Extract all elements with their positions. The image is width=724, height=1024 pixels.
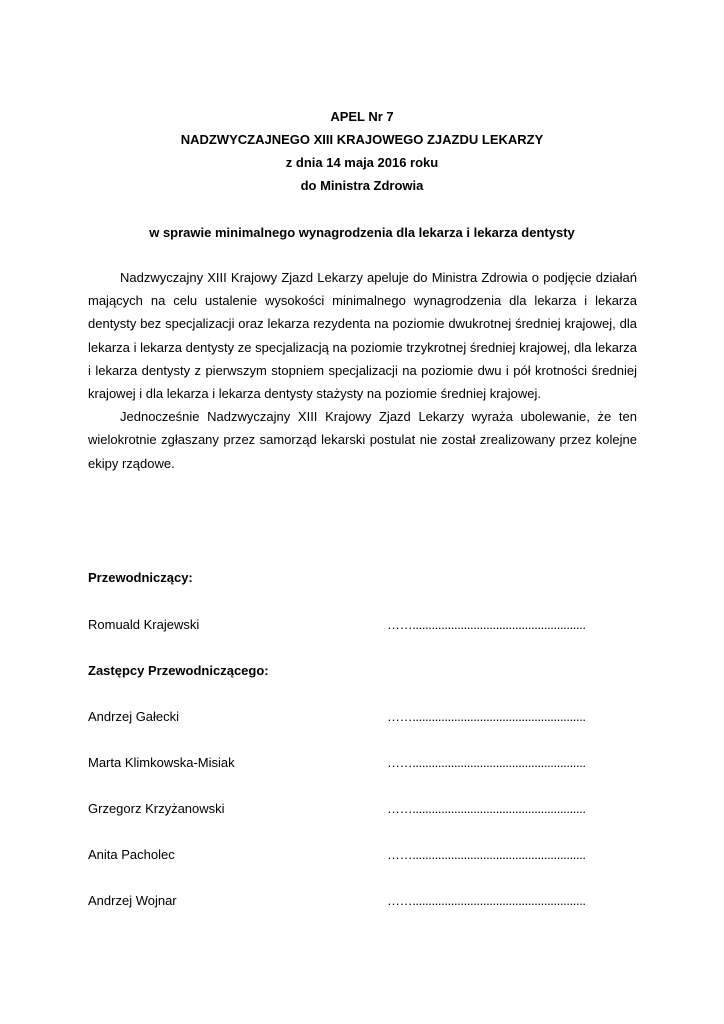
body-paragraph-2: Jednocześnie Nadzwyczajny XIII Krajowy Zjazd Lekarzy wyraża ubolewanie, że ten wielokrotnie zgłaszany przez samorząd lekarski postulat nie został zrealizowany przez kolejne ekipy rządowe. [88, 409, 637, 471]
appeal-number: APEL Nr 7 [330, 109, 394, 124]
signature-row-deputy [88, 893, 637, 909]
signature-line: ……...................................................... [387, 847, 586, 862]
signature-row-deputy [88, 801, 637, 817]
signature-line: ……...................................................... [387, 893, 586, 908]
signature-row-deputy [88, 847, 637, 863]
signature-line: ……...................................................... [387, 617, 586, 632]
signature-row-deputy [88, 709, 637, 725]
signatory-name: Romuald Krajewski [88, 617, 200, 632]
signatory-name: Anita Pacholec [88, 847, 175, 862]
chair-heading: Przewodniczący: [88, 570, 193, 585]
appeal-subject: w sprawie minimalnego wynagrodzenia dla lekarza i lekarza dentysty [149, 225, 575, 240]
signature-row-deputy [88, 755, 637, 771]
signature-line: ……...................................................... [387, 709, 586, 724]
signature-line: ……...................................................... [387, 801, 586, 816]
signatory-name: Andrzej Gałecki [88, 709, 180, 724]
addressee: do Ministra Zdrowia [300, 178, 424, 193]
signatory-name: Andrzej Wojnar [88, 893, 177, 908]
signature-line: ……...................................................... [387, 755, 586, 770]
signatory-name: Grzegorz Krzyżanowski [88, 801, 225, 816]
deputies-heading: Zastępcy Przewodniczącego: [88, 663, 269, 678]
congress-title: NADZWYCZAJNEGO XIII KRAJOWEGO ZJAZDU LEKARZY [180, 132, 544, 147]
appeal-date: z dnia 14 maja 2016 roku [285, 155, 439, 170]
body-paragraph-1: Nadzwyczajny XIII Krajowy Zjazd Lekarzy apeluje do Ministra Zdrowia o podjęcie działań mających na celu ustalenie wysokości minimalnego wynagrodzenia dla lekarza i lekarza dentysty bez specjalizacji oraz lekarza rezydenta na poziomie dwukrotnej średniej krajowej, dla lekarza i lekarza dentysty ze specjalizacją na poziomie trzykrotnej średniej krajowej, dla lekarza i lekarza dentysty z pierwszym stopniem specjalizacji na poziomie dwu i pół krotności średniej krajowej i dla lekarza i lekarza dentysty stażysty na poziomie średniej krajowej. [88, 270, 637, 402]
appeal-body [88, 266, 637, 475]
signatory-name: Marta Klimkowska-Misiak [88, 755, 235, 770]
signature-row-chair [88, 617, 637, 633]
